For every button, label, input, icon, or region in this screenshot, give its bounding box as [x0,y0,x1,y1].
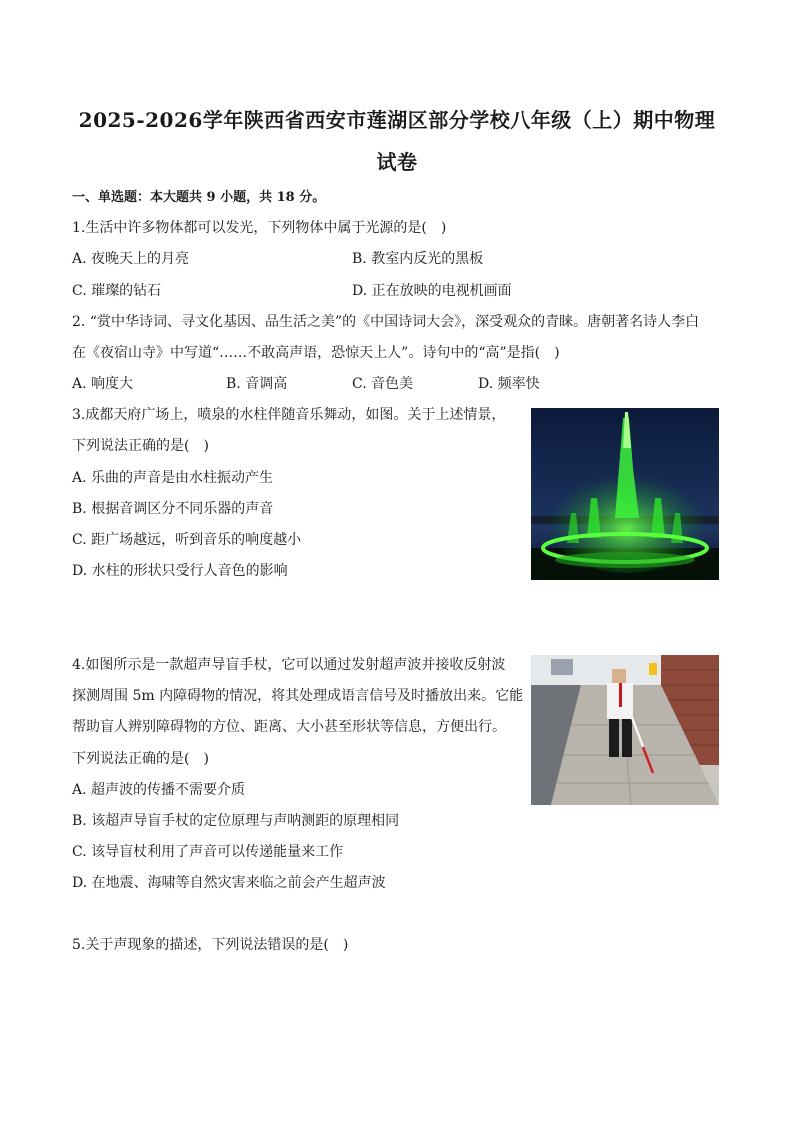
option-a: A. 夜晚天上的月亮 [72,251,190,267]
question-stem: 3.成都天府广场上，喷泉的水柱伴随音乐舞动，如图。关于上述情景， [72,407,506,423]
question-stem: 4.如图所示是一款超声导盲手杖，它可以通过发射超声波并接收反射波 [72,657,506,673]
option-a: A. 超声波的传播不需要介质 [72,782,246,798]
option-d: D. 水柱的形状只受行人音色的影响 [72,563,288,579]
option-c: C. 璀璨的钻石 [72,283,162,299]
option-d: D. 在地震、海啸等自然灾害来临之前会产生超声波 [72,875,386,891]
question-stem-cont: 下列说法正确的是( ) [72,438,209,454]
question-stem-cont: 帮助盲人辨别障碍物的方位、距离、大小甚至形状等信息，方便出行。 [72,719,506,735]
option-d: D. 频率快 [478,376,540,392]
question-stem: 1.生活中许多物体都可以发光，下列物体中属于光源的是( ) [72,220,447,236]
option-b: B. 根据音调区分不同乐器的声音 [72,501,274,517]
fountain-photo [531,408,719,580]
option-c: C. 音色美 [352,376,414,392]
title-line-1: 2025-2026学年陕西省西安市莲湖区部分学校八年级（上）期中物理 [78,108,716,132]
question-stem-cont: 在《夜宿山寺》中写道“……不敢高声语，恐惊天上人”。诗句中的“高”是指( ) [72,345,560,361]
option-d: D. 正在放映的电视机画面 [352,283,512,299]
question-stem-cont: 探测周围 5m 内障碍物的情况，将其处理成语言信号及时播放出来。它能 [72,688,524,704]
title-line-2: 试卷 [376,150,418,174]
option-b: B. 该超声导盲手杖的定位原理与声呐测距的原理相同 [72,813,400,829]
option-b: B. 教室内反光的黑板 [352,251,484,267]
option-c: C. 该导盲杖利用了声音可以传递能量来工作 [72,844,344,860]
question-stem-cont: 下列说法正确的是( ) [72,751,209,767]
option-a: A. 乐曲的声音是由水柱振动产生 [72,470,274,486]
option-c: C. 距广场越远，听到音乐的响度越小 [72,532,302,548]
section-heading: 一、单选题：本大题共 9 小题，共 18 分。 [72,190,326,205]
question-stem: 5.关于声现象的描述，下列说法错误的是( ) [72,937,349,953]
option-a: A. 响度大 [72,376,134,392]
blind-cane-photo [531,655,719,805]
question-stem: 2. “赏中华诗词、寻文化基因、品生活之美”的《中国诗词大会》，深受观众的青睐。唐朝著名诗人李白 [72,314,700,330]
option-b: B. 音调高 [226,376,288,392]
